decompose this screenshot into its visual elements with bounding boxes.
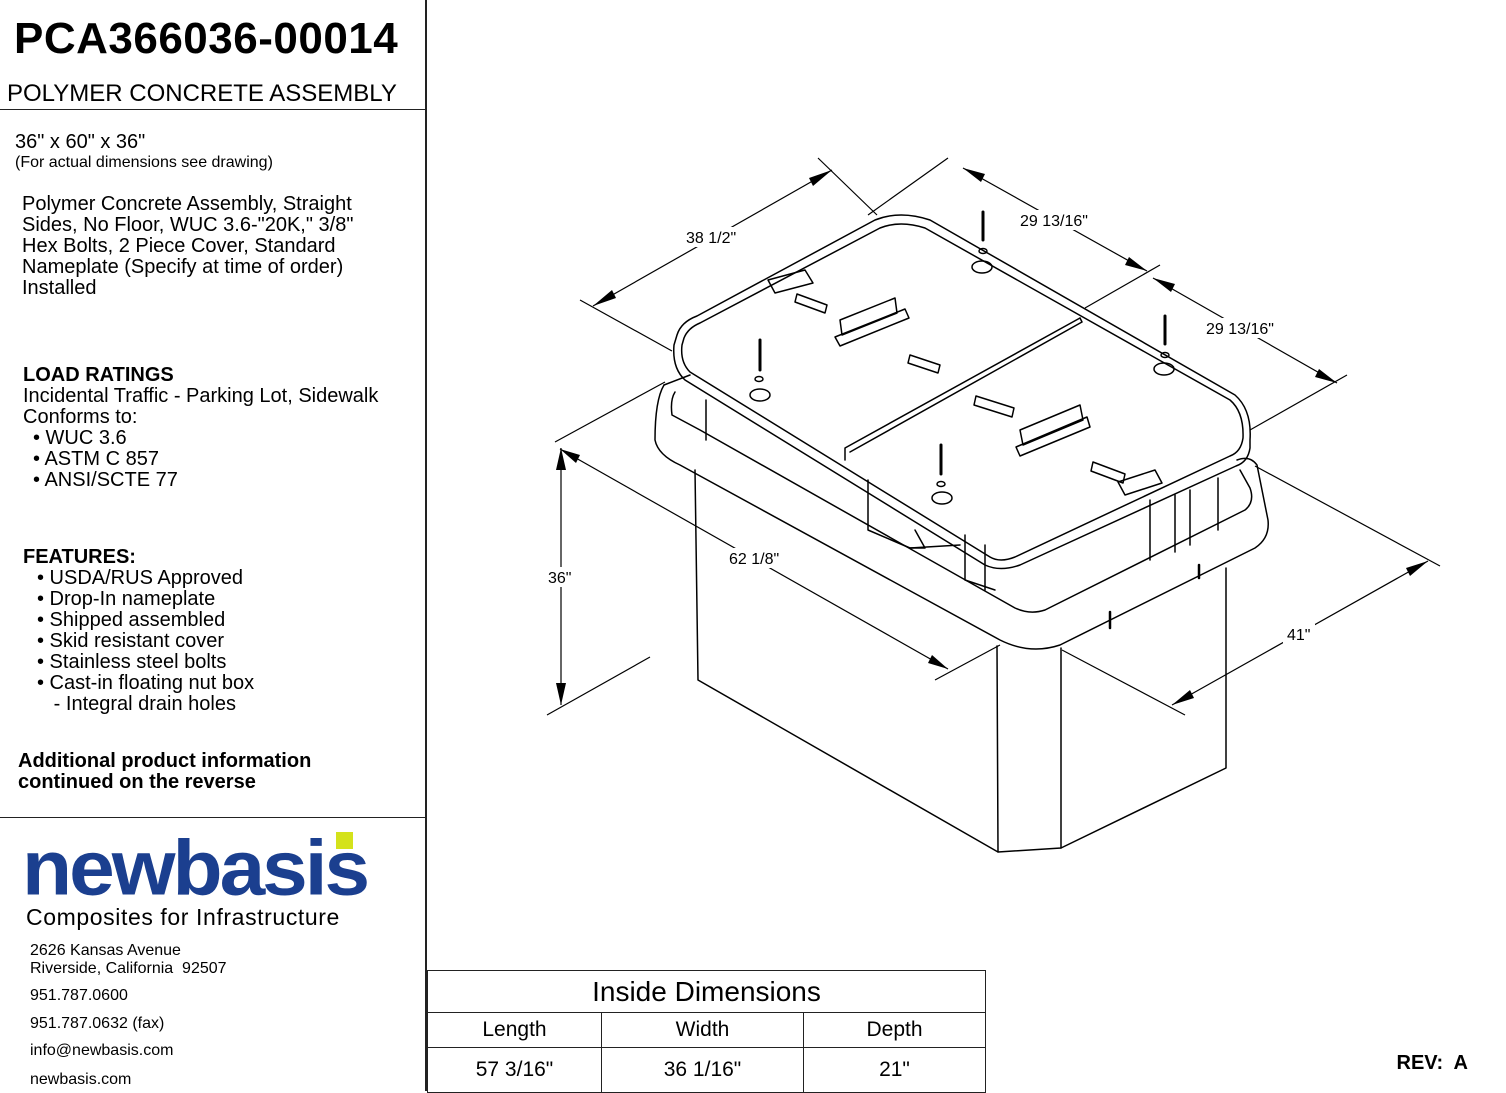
standard-item: • ASTM C 857 bbox=[33, 448, 159, 470]
dim-height: 36" bbox=[548, 570, 572, 587]
info-panel bbox=[0, 0, 427, 1091]
standard-item: • WUC 3.6 bbox=[33, 427, 127, 449]
description-line: Hex Bolts, 2 Piece Cover, Standard bbox=[22, 235, 336, 257]
feature-item: • Cast-in floating nut box bbox=[37, 672, 255, 694]
address-line: 2626 Kansas Avenue bbox=[30, 942, 181, 959]
divider bbox=[0, 817, 427, 818]
logo-tagline: Composites for Infrastructure bbox=[26, 904, 340, 930]
isometric-drawing bbox=[427, 0, 1506, 970]
website-link[interactable]: newbasis.com bbox=[30, 1071, 132, 1088]
additional-info bbox=[18, 751, 311, 793]
load-ratings-line: Conforms to: bbox=[23, 406, 138, 428]
feature-item: • USDA/RUS Approved bbox=[37, 567, 243, 589]
size-block bbox=[15, 131, 273, 172]
features bbox=[23, 547, 254, 715]
load-ratings-heading: LOAD RATINGS bbox=[23, 364, 174, 386]
revision-label: REV: A bbox=[1396, 1052, 1468, 1074]
features-heading: FEATURES: bbox=[23, 546, 136, 568]
header-depth: Depth bbox=[804, 1013, 986, 1048]
description bbox=[22, 194, 353, 299]
dim-body-width: 41" bbox=[1287, 627, 1311, 644]
feature-item: • Skid resistant cover bbox=[37, 630, 225, 652]
header-width: Width bbox=[602, 1013, 804, 1048]
bolts bbox=[760, 212, 1165, 474]
product-type: POLYMER CONCRETE ASSEMBLY bbox=[7, 80, 397, 107]
description-line: Sides, No Floor, WUC 3.6-"20K," 3/8" bbox=[22, 214, 354, 236]
fax: 951.787.0632 (fax) bbox=[30, 1015, 165, 1032]
dim-cover-width-top: 29 13/16" bbox=[1020, 213, 1088, 230]
divider bbox=[0, 109, 427, 110]
cover bbox=[674, 215, 1250, 569]
load-ratings bbox=[23, 365, 378, 491]
additional-info-line: continued on the reverse bbox=[18, 771, 256, 793]
value-depth: 21" bbox=[804, 1048, 986, 1093]
feature-item: • Stainless steel bolts bbox=[37, 651, 227, 673]
load-ratings-line: Incidental Traffic - Parking Lot, Sidewalk bbox=[23, 385, 379, 407]
phone: 951.787.0600 bbox=[30, 987, 128, 1004]
nominal-size: 36" x 60" x 36" bbox=[15, 131, 146, 153]
address-line: Riverside, California 92507 bbox=[30, 960, 227, 977]
feature-item: • Shipped assembled bbox=[37, 609, 226, 631]
description-line: Polymer Concrete Assembly, Straight bbox=[22, 193, 352, 215]
value-length: 57 3/16" bbox=[428, 1048, 602, 1093]
feature-item: • Drop-In nameplate bbox=[37, 588, 216, 610]
value-width: 36 1/16" bbox=[602, 1048, 804, 1093]
description-line: Nameplate (Specify at time of order) bbox=[22, 256, 344, 278]
dim-body-length: 62 1/8" bbox=[729, 551, 780, 568]
dim-cover-length: 38 1/2" bbox=[686, 230, 737, 247]
address bbox=[30, 942, 227, 978]
feature-item: - Integral drain holes bbox=[37, 693, 236, 715]
part-number: PCA366036-00014 bbox=[14, 14, 399, 63]
inside-dimensions-table bbox=[427, 970, 986, 1093]
email-link[interactable]: info@newbasis.com bbox=[30, 1042, 174, 1059]
inside-dimensions-title: Inside Dimensions bbox=[428, 971, 986, 1013]
size-note: (For actual dimensions see drawing) bbox=[15, 154, 273, 171]
company-logo bbox=[22, 825, 402, 930]
description-line: Installed bbox=[22, 277, 97, 299]
standard-item: • ANSI/SCTE 77 bbox=[33, 469, 178, 491]
logo-text: newbasis bbox=[22, 825, 368, 912]
dim-cover-width-right: 29 13/16" bbox=[1206, 321, 1274, 338]
box-body bbox=[655, 375, 1268, 852]
additional-info-line: Additional product information bbox=[18, 750, 312, 772]
header-length: Length bbox=[428, 1013, 602, 1048]
